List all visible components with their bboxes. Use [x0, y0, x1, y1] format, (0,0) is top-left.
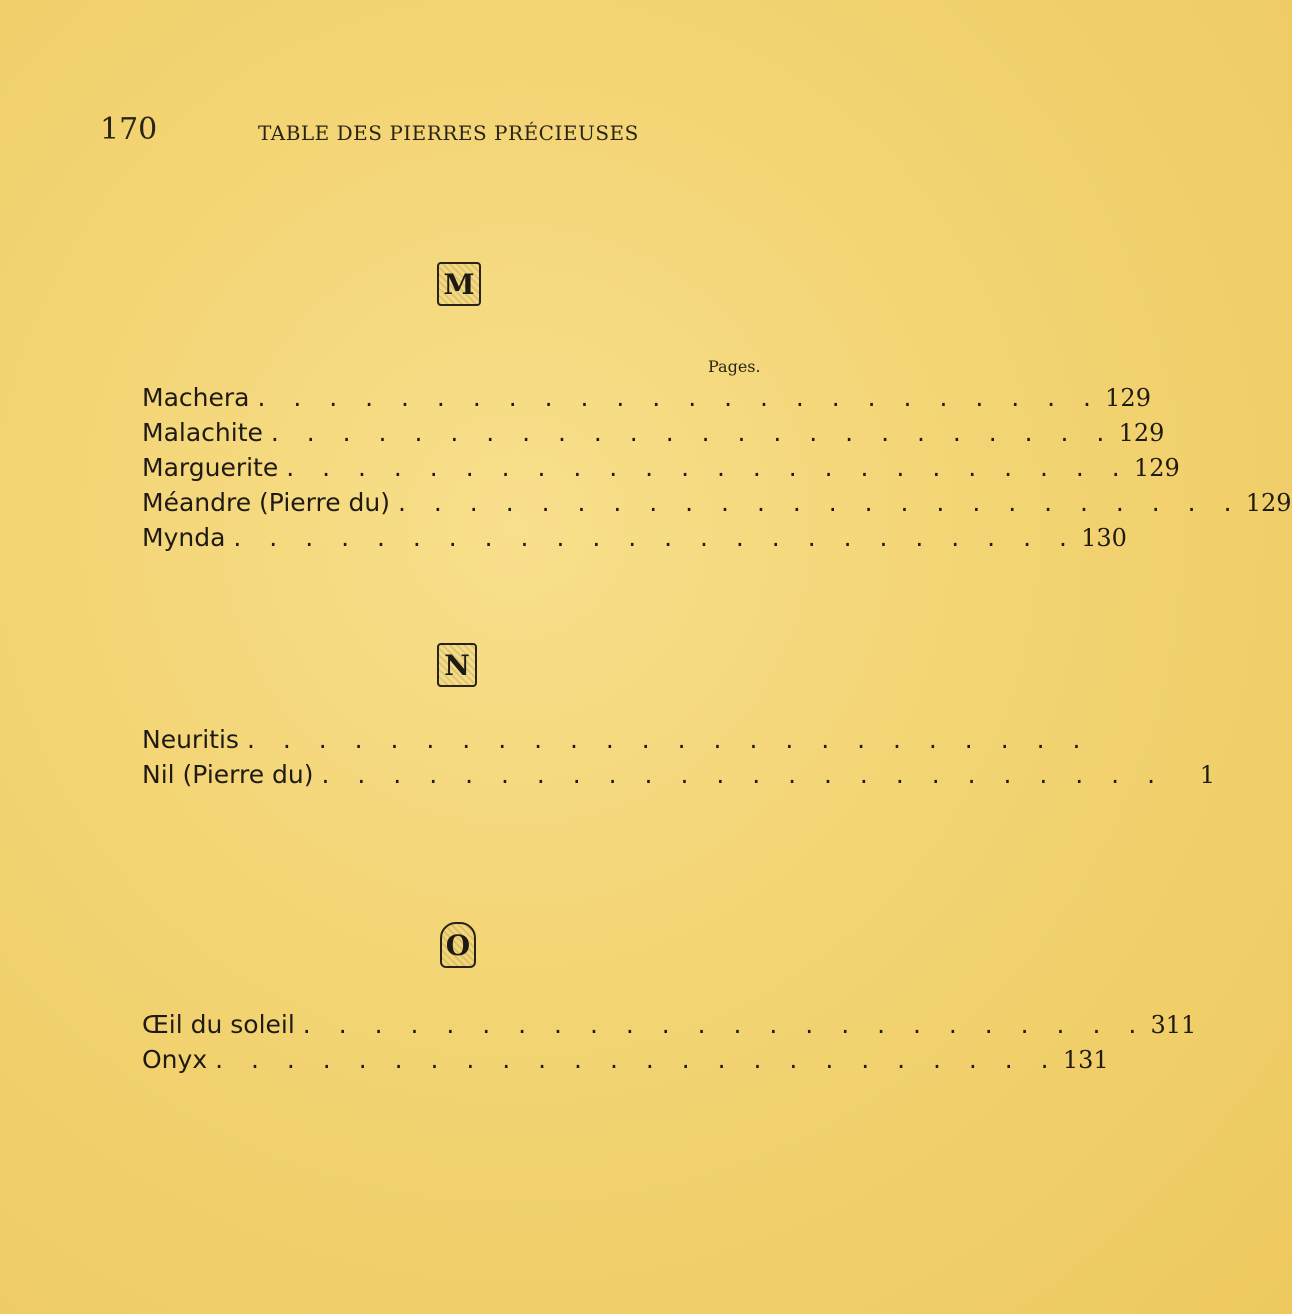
index-entry-marguerite	[142, 453, 1180, 493]
dot-leader: . . . . . . . . . . . . . . . . . . . . . . . .	[286, 453, 1130, 482]
dot-leader: . . . . . . . . . . . . . . . . . . . . . . . .	[321, 760, 1166, 789]
index-entry-nil	[142, 760, 1216, 800]
entry-name: Méandre (Pierre du)	[142, 488, 391, 517]
index-entry-machera	[142, 383, 1151, 423]
letter-n-ornament-icon: N	[437, 643, 477, 687]
index-entry-meandre	[142, 488, 1292, 528]
index-entry-malachite	[142, 418, 1165, 458]
entry-name: Mynda	[142, 523, 226, 552]
entry-page: 129	[1105, 384, 1151, 412]
pages-column-label: Pages.	[708, 357, 761, 376]
page-number: 170	[100, 112, 158, 147]
dot-leader: . . . . . . . . . . . . . . . . . . . . . . . .	[257, 383, 1101, 412]
entry-name: Œil du soleil	[142, 1010, 295, 1039]
dot-leader: . . . . . . . . . . . . . . . . . . . . . . . .	[246, 725, 1091, 754]
letter-o-ornament-icon: O	[440, 922, 476, 968]
dot-leader: . . . . . . . . . . . . . . . . . . . . . . . .	[215, 1045, 1059, 1074]
dot-leader: . . . . . . . . . . . . . . . . . . . . . . . .	[233, 523, 1077, 552]
entry-page: 1	[1199, 761, 1216, 789]
entry-page: 129	[1118, 419, 1165, 447]
running-title: TABLE DES PIERRES PRÉCIEUSES	[258, 121, 639, 145]
entry-name: Onyx	[142, 1045, 208, 1074]
index-entry-mynda	[142, 523, 1127, 563]
entry-name: Nil (Pierre du)	[142, 760, 314, 789]
dot-leader: . . . . . . . . . . . . . . . . . . . . . . . .	[398, 488, 1242, 517]
letter-m-ornament-icon: M	[437, 262, 481, 306]
entry-name: Machera	[142, 383, 250, 412]
index-entry-oeil-du-soleil	[142, 1010, 1197, 1050]
page-header	[100, 112, 740, 162]
entry-name: Marguerite	[142, 453, 279, 482]
entry-page: 131	[1062, 1046, 1109, 1074]
entry-name: Neuritis	[142, 725, 239, 754]
entry-page: 130	[1081, 524, 1127, 552]
index-entry-onyx	[142, 1045, 1109, 1085]
entry-name: Malachite	[142, 418, 263, 447]
entry-page: 129	[1133, 454, 1180, 482]
index-entry-neuritis	[142, 725, 1091, 765]
entry-page: 129	[1245, 489, 1292, 517]
dot-leader: . . . . . . . . . . . . . . . . . . . . . . . .	[302, 1010, 1147, 1039]
entry-page: 311	[1150, 1011, 1197, 1039]
dot-leader: . . . . . . . . . . . . . . . . . . . . . . . .	[270, 418, 1115, 447]
